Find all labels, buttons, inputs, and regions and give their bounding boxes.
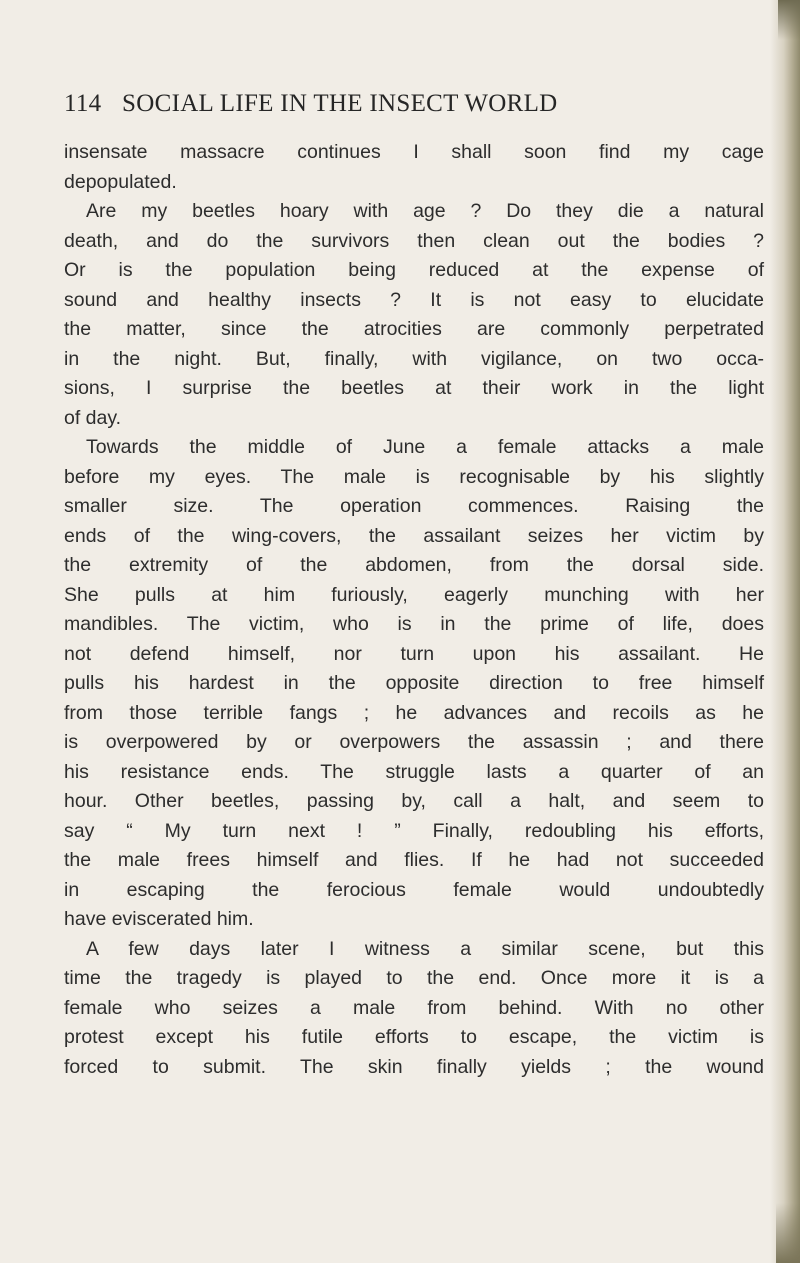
running-head xyxy=(64,90,744,122)
text-line: the male frees himself and flies. If he had not succeeded xyxy=(64,849,764,871)
text-line: Or is the population being reduced at the expense of xyxy=(64,259,764,281)
text-line: death, and do the survivors then clean out the bodies ? xyxy=(64,229,764,252)
text-line: is overpowered by or overpowers the assassin ; and there xyxy=(64,731,764,753)
text-line: depopulated. xyxy=(64,170,177,193)
text-line: protest except his futile efforts to escape, the victim is xyxy=(64,1026,764,1048)
page-edge-shadow xyxy=(770,0,800,1263)
text-line: in the night. But, finally, with vigilance, on two occa- xyxy=(64,347,764,370)
text-line: have eviscerated him. xyxy=(64,908,254,930)
text-line: sound and healthy insects ? It is not easy to elucidate xyxy=(64,288,764,311)
text-line: forced to submit. The skin finally yields ; the wound xyxy=(64,1055,764,1078)
page-number: 114 xyxy=(64,90,102,117)
text-line: insensate massacre continues I shall soon find my cage xyxy=(64,141,764,163)
body-text xyxy=(64,138,764,1082)
text-line: not defend himself, nor turn upon his assailant. He xyxy=(64,642,764,665)
text-line: the matter, since the atrocities are commonly perpetrated xyxy=(64,318,764,340)
page-edge-bottom-shadow xyxy=(776,1203,800,1263)
text-line: mandibles. The victim, who is in the prime of life, does xyxy=(64,613,764,635)
text-line: She pulls at him furiously, eagerly munching with her xyxy=(64,583,764,606)
running-title: SOCIAL LIFE IN THE INSECT WORLD xyxy=(122,90,558,117)
text-line: ends of the wing-covers, the assailant seizes her victim by xyxy=(64,524,764,547)
text-line: time the tragedy is played to the end. Once more it is a xyxy=(64,967,764,989)
text-line: his resistance ends. The struggle lasts a quarter of an xyxy=(64,760,764,783)
text-line: female who seizes a male from behind. With no other xyxy=(64,996,764,1019)
page-edge-top-shadow xyxy=(778,0,800,40)
text-line: in escaping the ferocious female would undoubtedly xyxy=(64,878,764,901)
text-line: A few days later I witness a similar scene, but this xyxy=(86,937,764,960)
text-line: before my eyes. The male is recognisable by his slightly xyxy=(64,465,764,488)
text-line: Towards the middle of June a female attacks a male xyxy=(86,436,764,458)
text-line: hour. Other beetles, passing by, call a halt, and seem to xyxy=(64,790,764,812)
text-line: say “ My turn next ! ” Finally, redoubling his efforts, xyxy=(64,819,764,842)
text-line: the extremity of the abdomen, from the dorsal side. xyxy=(64,554,764,576)
text-line: from those terrible fangs ; he advances and recoils as he xyxy=(64,701,764,724)
text-line: sions, I surprise the beetles at their work in the light xyxy=(64,377,764,399)
text-line: of day. xyxy=(64,406,122,429)
text-line: smaller size. The operation commences. Raising the xyxy=(64,495,764,517)
text-line: Are my beetles hoary with age ? Do they die a natural xyxy=(86,200,764,222)
text-line: pulls his hardest in the opposite direction to free himself xyxy=(64,672,764,694)
